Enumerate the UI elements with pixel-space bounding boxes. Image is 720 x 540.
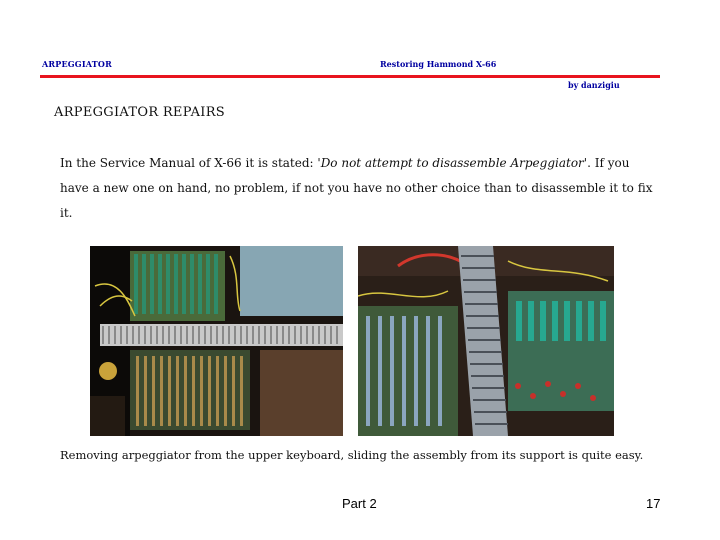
photo-caption: Removing arpeggiator from the upper keyboard, sliding the assembly from its support is quite easy. — [60, 448, 644, 462]
header-center-title: Restoring Hammond X-66 — [380, 59, 497, 69]
footer-part-label: Part 2 — [342, 496, 377, 511]
header-left-title: ARPEGGIATOR — [42, 59, 112, 69]
photo-arpeggiator-left — [90, 246, 343, 436]
intro-paragraph — [60, 151, 660, 226]
paragraph-text-before: In the Service Manual of X-66 it is stated: — [60, 156, 318, 170]
header-divider — [40, 75, 660, 78]
paragraph-quote: 'Do not attempt to disassemble Arpeggiator' — [317, 156, 588, 170]
photo-arpeggiator-right — [358, 246, 614, 436]
author-byline: by danzigiu — [568, 80, 620, 90]
section-title: ARPEGGIATOR REPAIRS — [54, 105, 225, 120]
page-number: 17 — [646, 496, 661, 511]
paragraph-text-after: . If you have a new one on hand, no problem, if not you have no other choice than to disassemble it to fix it. — [60, 156, 653, 220]
